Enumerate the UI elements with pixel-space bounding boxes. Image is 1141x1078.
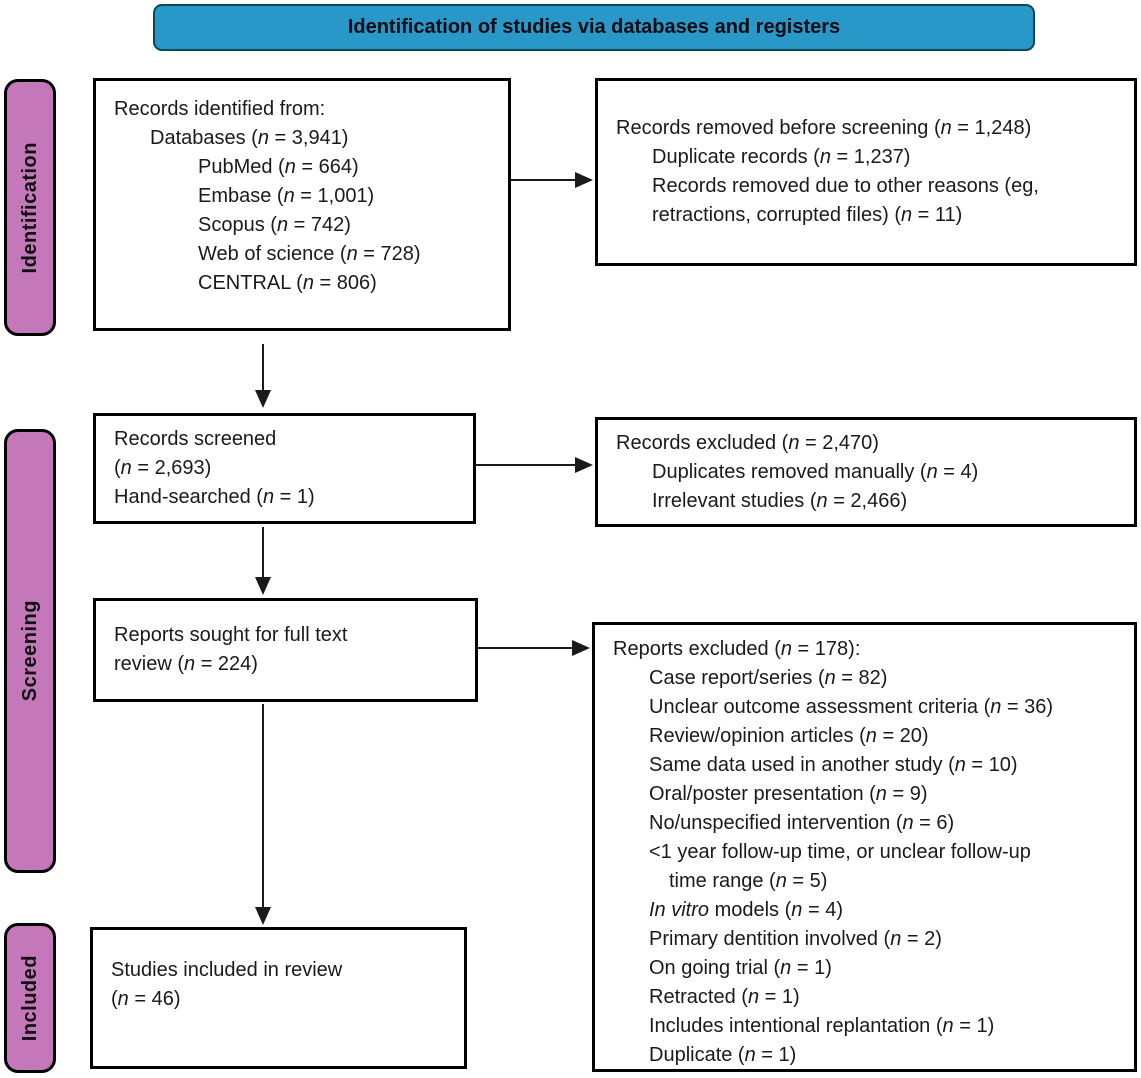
diagram-title: Identification of studies via databases and registers: [347, 16, 841, 38]
box-records-excluded: Records excluded (n = 2,470) Duplicates removed manually (n = 4) Irrelevant studies (n = 2,466): [595, 417, 1137, 527]
stage-label-identification-text: Identification: [18, 141, 41, 274]
box-records-identified: Records identified from: Databases (n = 3,941) PubMed (n = 664) Embase (n = 1,001) Scopus (n = 742) Web of science (n = 728) CENTRAL (n = 806): [93, 78, 511, 331]
box-reports-sought-full-text: Reports sought for full text review (n = 224): [93, 598, 478, 702]
box-studies-included: Studies included in review (n = 46): [90, 927, 467, 1069]
stage-label-screening: [4, 429, 56, 873]
box-records-screened: Records screened (n = 2,693) Hand-searched (n = 1): [93, 413, 476, 524]
stage-label-included: [4, 923, 56, 1073]
box-records-removed-before-screening: Records removed before screening (n = 1,248) Duplicate records (n = 1,237) Records removed due to other reasons (eg, retractions, corrupted files) (n = 11): [595, 78, 1137, 266]
stage-label-identification: [4, 79, 56, 336]
diagram-title-banner: [153, 4, 1035, 51]
box-reports-excluded: Reports excluded (n = 178): Case report/series (n = 82) Unclear outcome assessment criteria (n = 36) Review/opinion articles (n = 20) Same data used in another study (n = 10) Oral/poster presentation (n = 9) No/unspecified intervention (n = 6) <1 year follow-up time, or unclear follow-up time range (n = 5) In vitro models (n = 4) Primary dentition involved (n = 2) On going trial (n = 1) Retracted (n = 1) Includes intentional replantation (n = 1) Duplicate (n = 1): [592, 622, 1137, 1072]
stage-label-screening-text: Screening: [18, 600, 41, 702]
stage-label-included-text: Included: [18, 954, 41, 1042]
